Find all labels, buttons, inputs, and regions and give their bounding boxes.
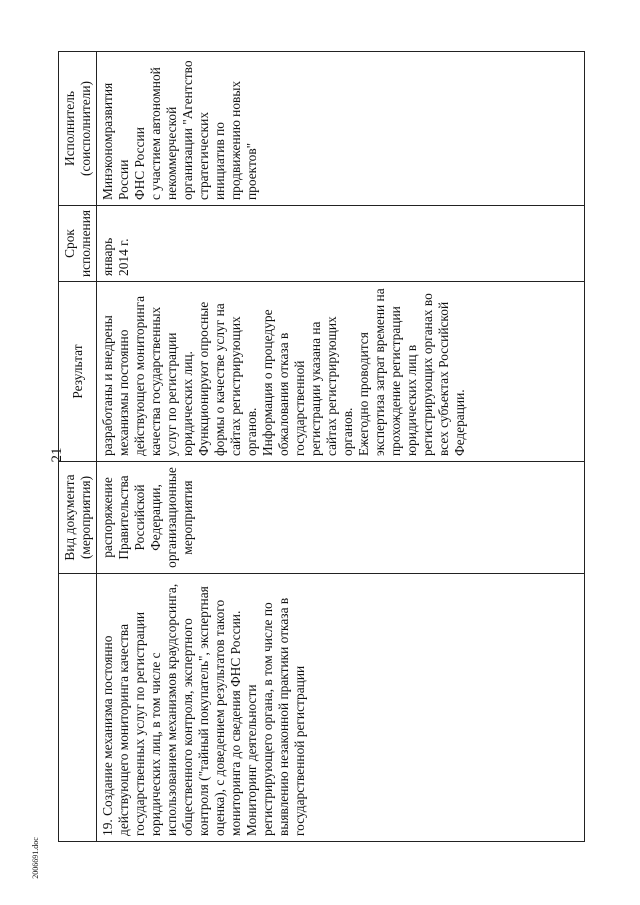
page-number: 21 xyxy=(49,447,65,463)
measures-table xyxy=(58,51,585,842)
cell-doc-type: распоряжение Правительства Российской Федерации, организационные мероприятия xyxy=(97,462,585,574)
cell-result: разработаны и внедрены механизмы постоянно действующего мониторинга качества государственных услуг по регистрации юридических лиц. Функционируют опросные формы о качестве услуг на сайтах регистрирующих органов. Информация о процедуре обжалования отказа в государственной регистрации указана на сайтах регистрирующих органов. Ежегодно проводится экспертиза затрат времени на прохождение регистрации юридических лиц в регистрирующих органах во всех субъектах Российской Федерации. xyxy=(97,282,585,462)
header-doc-type: Вид документа (мероприятия) xyxy=(59,462,97,574)
document-sheet xyxy=(58,52,598,842)
table-header-row xyxy=(59,52,97,842)
cell-measure: 19. Создание механизма постоянно действующего мониторинга качества государственных услуг по регистрации юридических лиц, в том числе с использованием механизмов краудсорсинга, общественного контроля, экспертного контроля ("тайный покупатель", экспертная оценка), с доведением результатов такого мониторинга до сведения ФНС России. Мониторинг деятельности регистрирующего органа, в том числе по выявлению незаконной практики отказа в государственной регистрации xyxy=(97,574,585,842)
footer-file-name: 2006691.doc xyxy=(31,837,40,879)
cell-deadline: январь 2014 г. xyxy=(97,206,585,282)
header-deadline: Срок исполнения xyxy=(59,206,97,282)
header-result: Результат xyxy=(59,282,97,462)
header-measure xyxy=(59,574,97,842)
table-row xyxy=(97,52,585,842)
cell-executor: Минэкономразвития России ФНС России с участием автономной некоммерческой организации "Агентство стратегических инициатив по продвижению новых проектов" xyxy=(97,52,585,206)
header-executor: Исполнитель (соисполнители) xyxy=(59,52,97,206)
